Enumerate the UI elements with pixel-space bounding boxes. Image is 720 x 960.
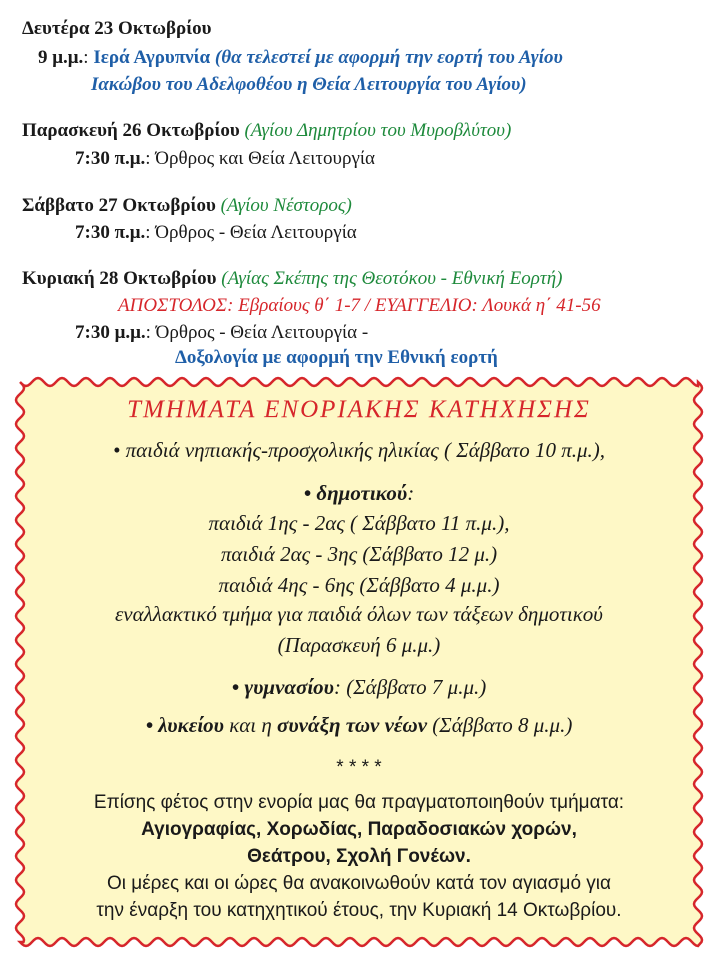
monday-note: (θα τελεστεί με αφορμή την εορτή του Αγίου <box>214 47 563 68</box>
workshops-intro: Επίσης φέτος στην ενορία μας θα πραγματοποιηθούν τμήματα: <box>93 792 625 813</box>
primary-alternative: εναλλακτικό τμήμα για παιδιά όλων των τάξεων δημοτικού <box>115 602 603 626</box>
day-heading-saturday: Σάββατο 27 Οκτωβρίου (Αγίου Νέστορος) <box>22 195 352 216</box>
lyceum-line: • λυκείου και η συνάξη των νέων (Σάββατο 8 μ.μ.) <box>145 713 573 737</box>
workshops-list-1: Αγιογραφίας, Χορωδίας, Παραδοσιακών χορών, <box>141 819 577 840</box>
saturday-time: 7:30 π.μ. <box>75 222 146 243</box>
primary-alternative-time: (Παρασκευή 6 μ.μ.) <box>277 633 441 657</box>
announcement-2: την έναρξη του κατηχητικού έτους, την Κυριακή 14 Οκτωβρίου. <box>96 900 622 921</box>
separator-stars: * * * * <box>336 757 382 778</box>
catechism-box <box>14 376 704 948</box>
primary-grade-2: παιδιά 2ας - 3ης (Σάββατο 12 μ.) <box>220 542 498 566</box>
catechism-title: ΤΜΗΜΑΤΑ ΕΝΟΡΙΑΚΗΣ ΚΑΤΗΧΗΣΗΣ <box>127 396 591 423</box>
sunday-entry: 7:30 μ.μ.: Όρθρος - Θεία Λειτουργία - <box>75 322 369 343</box>
monday-entry: 9 μ.μ.: Ιερά Αγρυπνία (θα τελεστεί με αφορμή την εορτή του Αγίου <box>38 47 563 68</box>
saturday-saint: (Αγίου Νέστορος) <box>220 195 352 216</box>
friday-service: Όρθρος και Θεία Λειτουργία <box>155 148 375 169</box>
sunday-time: 7:30 μ.μ. <box>75 322 146 343</box>
day-heading-monday: Δευτέρα 23 Οκτωβρίου <box>22 18 212 39</box>
saturday-service: Όρθρος - Θεία Λειτουργία <box>155 222 357 243</box>
day-heading-sunday: Κυριακή 28 Οκτωβρίου (Αγίας Σκέπης της Θεοτόκου - Εθνική Εορτή) <box>22 268 563 289</box>
friday-time: 7:30 π.μ. <box>75 148 146 169</box>
preschool-line: • παιδιά νηπιακής-προσχολικής ηλικίας ( Σάββατο 10 π.μ.), <box>113 438 605 462</box>
friday-entry: 7:30 π.μ.: Όρθρος και Θεία Λειτουργία <box>75 148 375 169</box>
monday-note-cont: Ιακώβου του Αδελφοθέου η Θεία Λειτουργία του Αγίου) <box>91 74 527 95</box>
day-heading-friday: Παρασκευή 26 Οκτωβρίου (Αγίου Δημητρίου του Μυροβλύτου) <box>22 120 512 141</box>
monday-time: 9 μ.μ. <box>38 47 84 68</box>
workshops-list-2: Θεάτρου, Σχολή Γονέων. <box>247 846 471 867</box>
sunday-saint: (Αγίας Σκέπης της Θεοτόκου - Εθνική Εορτή) <box>221 268 563 289</box>
announcement-1: Οι μέρες και οι ώρες θα ανακοινωθούν κατά τον αγιασμό για <box>106 873 612 894</box>
primary-grade-1: παιδιά 1ης - 2ας ( Σάββατο 11 π.μ.), <box>208 511 510 535</box>
gymnasium-line: • γυμνασίου: (Σάββατο 7 μ.μ.) <box>231 675 487 699</box>
primary-heading: • δημοτικού: <box>303 481 415 505</box>
friday-saint: (Αγίου Δημητρίου του Μυροβλύτου) <box>244 120 512 141</box>
monday-event: Ιερά Αγρυπνία <box>93 47 211 68</box>
sunday-readings: ΑΠΟΣΤΟΛΟΣ: Εβραίους θ΄ 1-7 / ΕΥΑΓΓΕΛΙΟ: Λουκά η΄ 41-56 <box>118 295 601 316</box>
sunday-service: Όρθρος - Θεία Λειτουργία - <box>155 322 369 343</box>
sunday-doxology: Δοξολογία με αφορμή την Εθνική εορτή <box>175 347 498 368</box>
primary-grade-3: παιδιά 4ης - 6ης (Σάββατο 4 μ.μ.) <box>218 573 500 597</box>
saturday-entry: 7:30 π.μ.: Όρθρος - Θεία Λειτουργία <box>75 222 357 243</box>
